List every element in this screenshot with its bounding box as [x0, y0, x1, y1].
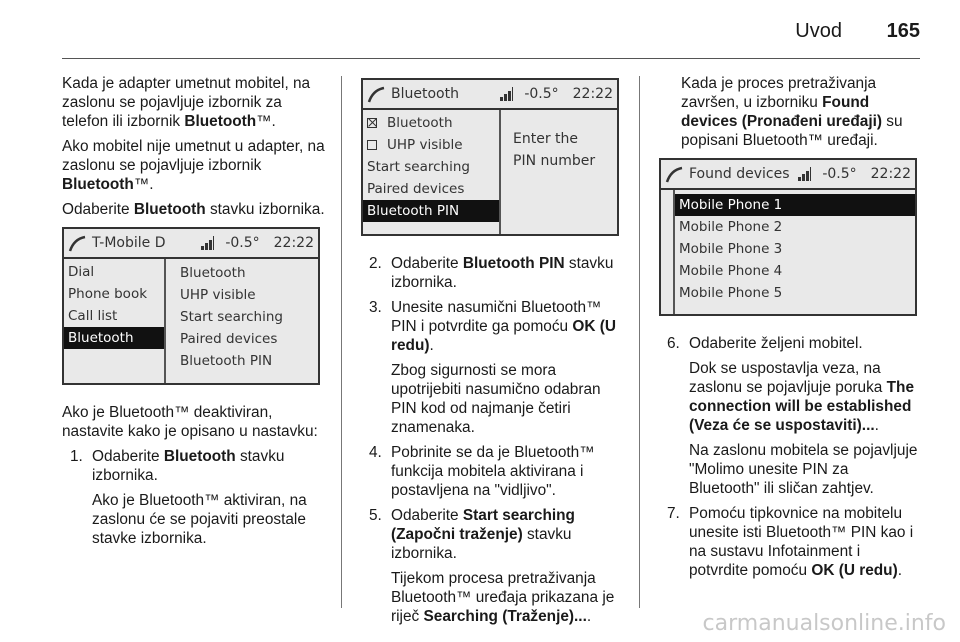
step-5-note: Tijekom procesa pretraživanja Bluetooth™ uređaja prikazana je riječ Searching (Traženje).... [391, 570, 615, 625]
menu-item-paired-devices[interactable]: Paired devices [367, 181, 465, 197]
screen-found-devices [659, 158, 917, 316]
antenna-icon [68, 233, 88, 253]
page-header [0, 0, 960, 70]
screen-temperature: -0.5° [822, 165, 857, 182]
screen-bluetooth-menu [361, 78, 619, 236]
screen-temperature: -0.5° [524, 85, 559, 102]
paragraph-bluetooth-deactivated: Ako je Bluetooth™ deaktiviran, nastavite kako je opisano u nastavku: [62, 404, 318, 440]
paragraph-adapter-not-inserted: Ako mobitel nije umetnut u adapter, na zaslonu se pojavljuje izbornik Bluetooth™. [62, 138, 325, 193]
menu-item-bluetooth-selected[interactable]: Bluetooth [64, 327, 164, 349]
step-6-note-2: Na zaslonu mobitela se pojavljuje "Molimo unesite PIN za Bluetooth" ili sličan zahtjev. [689, 442, 918, 497]
submenu-item-bluetooth[interactable]: Bluetooth [180, 265, 246, 281]
paragraph-adapter-inserted: Kada je adapter umetnut mobitel, na zaslonu se pojavljuje izbornik za telefon ili izbornik Bluetooth™. [62, 75, 311, 130]
screen-temperature: -0.5° [225, 234, 260, 251]
screen-bluetooth-list [363, 110, 501, 234]
pin-prompt: Enter the PIN number [513, 131, 596, 169]
menu-item-dial[interactable]: Dial [68, 264, 95, 280]
checkbox-checked-icon [367, 118, 377, 128]
step-6: 6. Odaberite željeni mobitel. Dok se uspostavlja veza, na zaslonu se pojavljuje poruka The connection will be established (Veza će se uspostaviti).... Na zaslonu mobitela se pojavljuje "Molimo unesite PIN za Bluetooth" ili sličan zahtjev. [667, 334, 921, 498]
menu-item-bluetooth-pin-selected[interactable]: Bluetooth PIN [363, 200, 499, 222]
submenu-item-paired-devices[interactable]: Paired devices [180, 331, 278, 347]
screen-title: Bluetooth [391, 85, 459, 102]
signal-strength-icon [201, 236, 215, 250]
step-3: 3. Unesite nasumični Bluetooth™ PIN i potvrdite ga pomoću OK (U redu). Zbog sigurnosti se mora upotrijebiti nasumično odabran PIN kod od najmanje četiri znamenaka. [369, 298, 623, 437]
device-item[interactable]: Mobile Phone 3 [679, 241, 783, 257]
header-title: Uvod [795, 20, 842, 42]
step-5: 5. Odaberite Start searching (Započni traženje) stavku izbornika. Tijekom procesa pretraživanja Bluetooth™ uređaja prikazana je riječ Searching (Traženje).... [369, 506, 623, 626]
column-1 [62, 74, 326, 554]
step-4: 4. Pobrinite se da je Bluetooth™ funkcija mobitela aktivirana i postavljena na "vidljivo". [369, 444, 595, 499]
device-item[interactable]: Mobile Phone 2 [679, 219, 783, 235]
screen-status-bar [64, 229, 318, 259]
device-item-selected[interactable]: Mobile Phone 1 [675, 194, 915, 216]
column-2 [361, 74, 623, 632]
screen-title: Found devices [689, 165, 790, 182]
screen-time: 22:22 [870, 165, 911, 182]
steps-list-2 [369, 254, 623, 626]
page-number: 165 [886, 20, 920, 42]
device-item[interactable]: Mobile Phone 4 [679, 263, 783, 279]
signal-strength-icon [798, 167, 812, 181]
menu-item-bluetooth-toggle[interactable]: Bluetooth [363, 112, 499, 134]
menu-item-phone-book[interactable]: Phone book [68, 286, 148, 302]
column-3 [659, 74, 921, 586]
step-1: 1. Odaberite Bluetooth stavku izbornika. Ako je Bluetooth™ aktiviran, na zaslonu će se pojaviti preostale stavke izbornika. [70, 447, 326, 548]
screen-submenu [166, 259, 283, 383]
device-item[interactable]: Mobile Phone 5 [679, 285, 783, 301]
menu-item-start-searching[interactable]: Start searching [367, 159, 470, 175]
watermark: carmanualsonline.info [702, 611, 946, 636]
column-separator-1 [341, 76, 342, 608]
column-separator-2 [639, 76, 640, 608]
screen-scroll-gutter [661, 190, 675, 314]
screen-main-menu [64, 259, 166, 383]
paragraph-search-finished: Kada je proces pretraživanja završen, u izborniku Found devices (Pronađeni uređaji) su popisani Bluetooth™ uređaji. [681, 75, 903, 149]
found-devices-list [675, 190, 915, 314]
antenna-icon [665, 164, 685, 184]
step-1-note: Ako je Bluetooth™ aktiviran, na zaslonu će se pojaviti preostale stavke izbornika. [92, 492, 307, 547]
step-2: 2. Odaberite Bluetooth PIN stavku izbornika. [369, 255, 614, 291]
step-3-note: Zbog sigurnosti se mora upotrijebiti nasumično odabran PIN kod od najmanje četiri znamenaka. [391, 362, 601, 436]
antenna-icon [367, 84, 387, 104]
header-rule [62, 58, 920, 59]
menu-item-uhp-visible[interactable]: UHP visible [363, 134, 499, 156]
steps-list-1 [70, 447, 326, 548]
screen-status-bar [661, 160, 915, 190]
signal-strength-icon [500, 87, 514, 101]
paragraph-select-bluetooth: Odaberite Bluetooth stavku izbornika. [62, 201, 325, 218]
screen-title: T-Mobile D [92, 234, 166, 251]
screen-time: 22:22 [572, 85, 613, 102]
steps-list-3 [667, 334, 921, 580]
step-7: 7. Pomoću tipkovnice na mobitelu unesite isti Bluetooth™ PIN kao i na sustavu Infotainment i potvrdite pomoću OK (U redu). [667, 505, 914, 579]
submenu-item-uhp-visible[interactable]: UHP visible [180, 287, 256, 303]
submenu-item-start-searching[interactable]: Start searching [180, 309, 283, 325]
screen-status-bar [363, 80, 617, 110]
checkbox-empty-icon [367, 140, 377, 150]
screen-phone-menu [62, 227, 320, 385]
step-6-note-1: Dok se uspostavlja veza, na zaslonu se pojavljuje poruka The connection will be established (Veza će se uspostaviti).... [689, 360, 915, 434]
screen-time: 22:22 [273, 234, 314, 251]
menu-item-call-list[interactable]: Call list [68, 308, 118, 324]
submenu-item-bluetooth-pin[interactable]: Bluetooth PIN [180, 353, 273, 369]
